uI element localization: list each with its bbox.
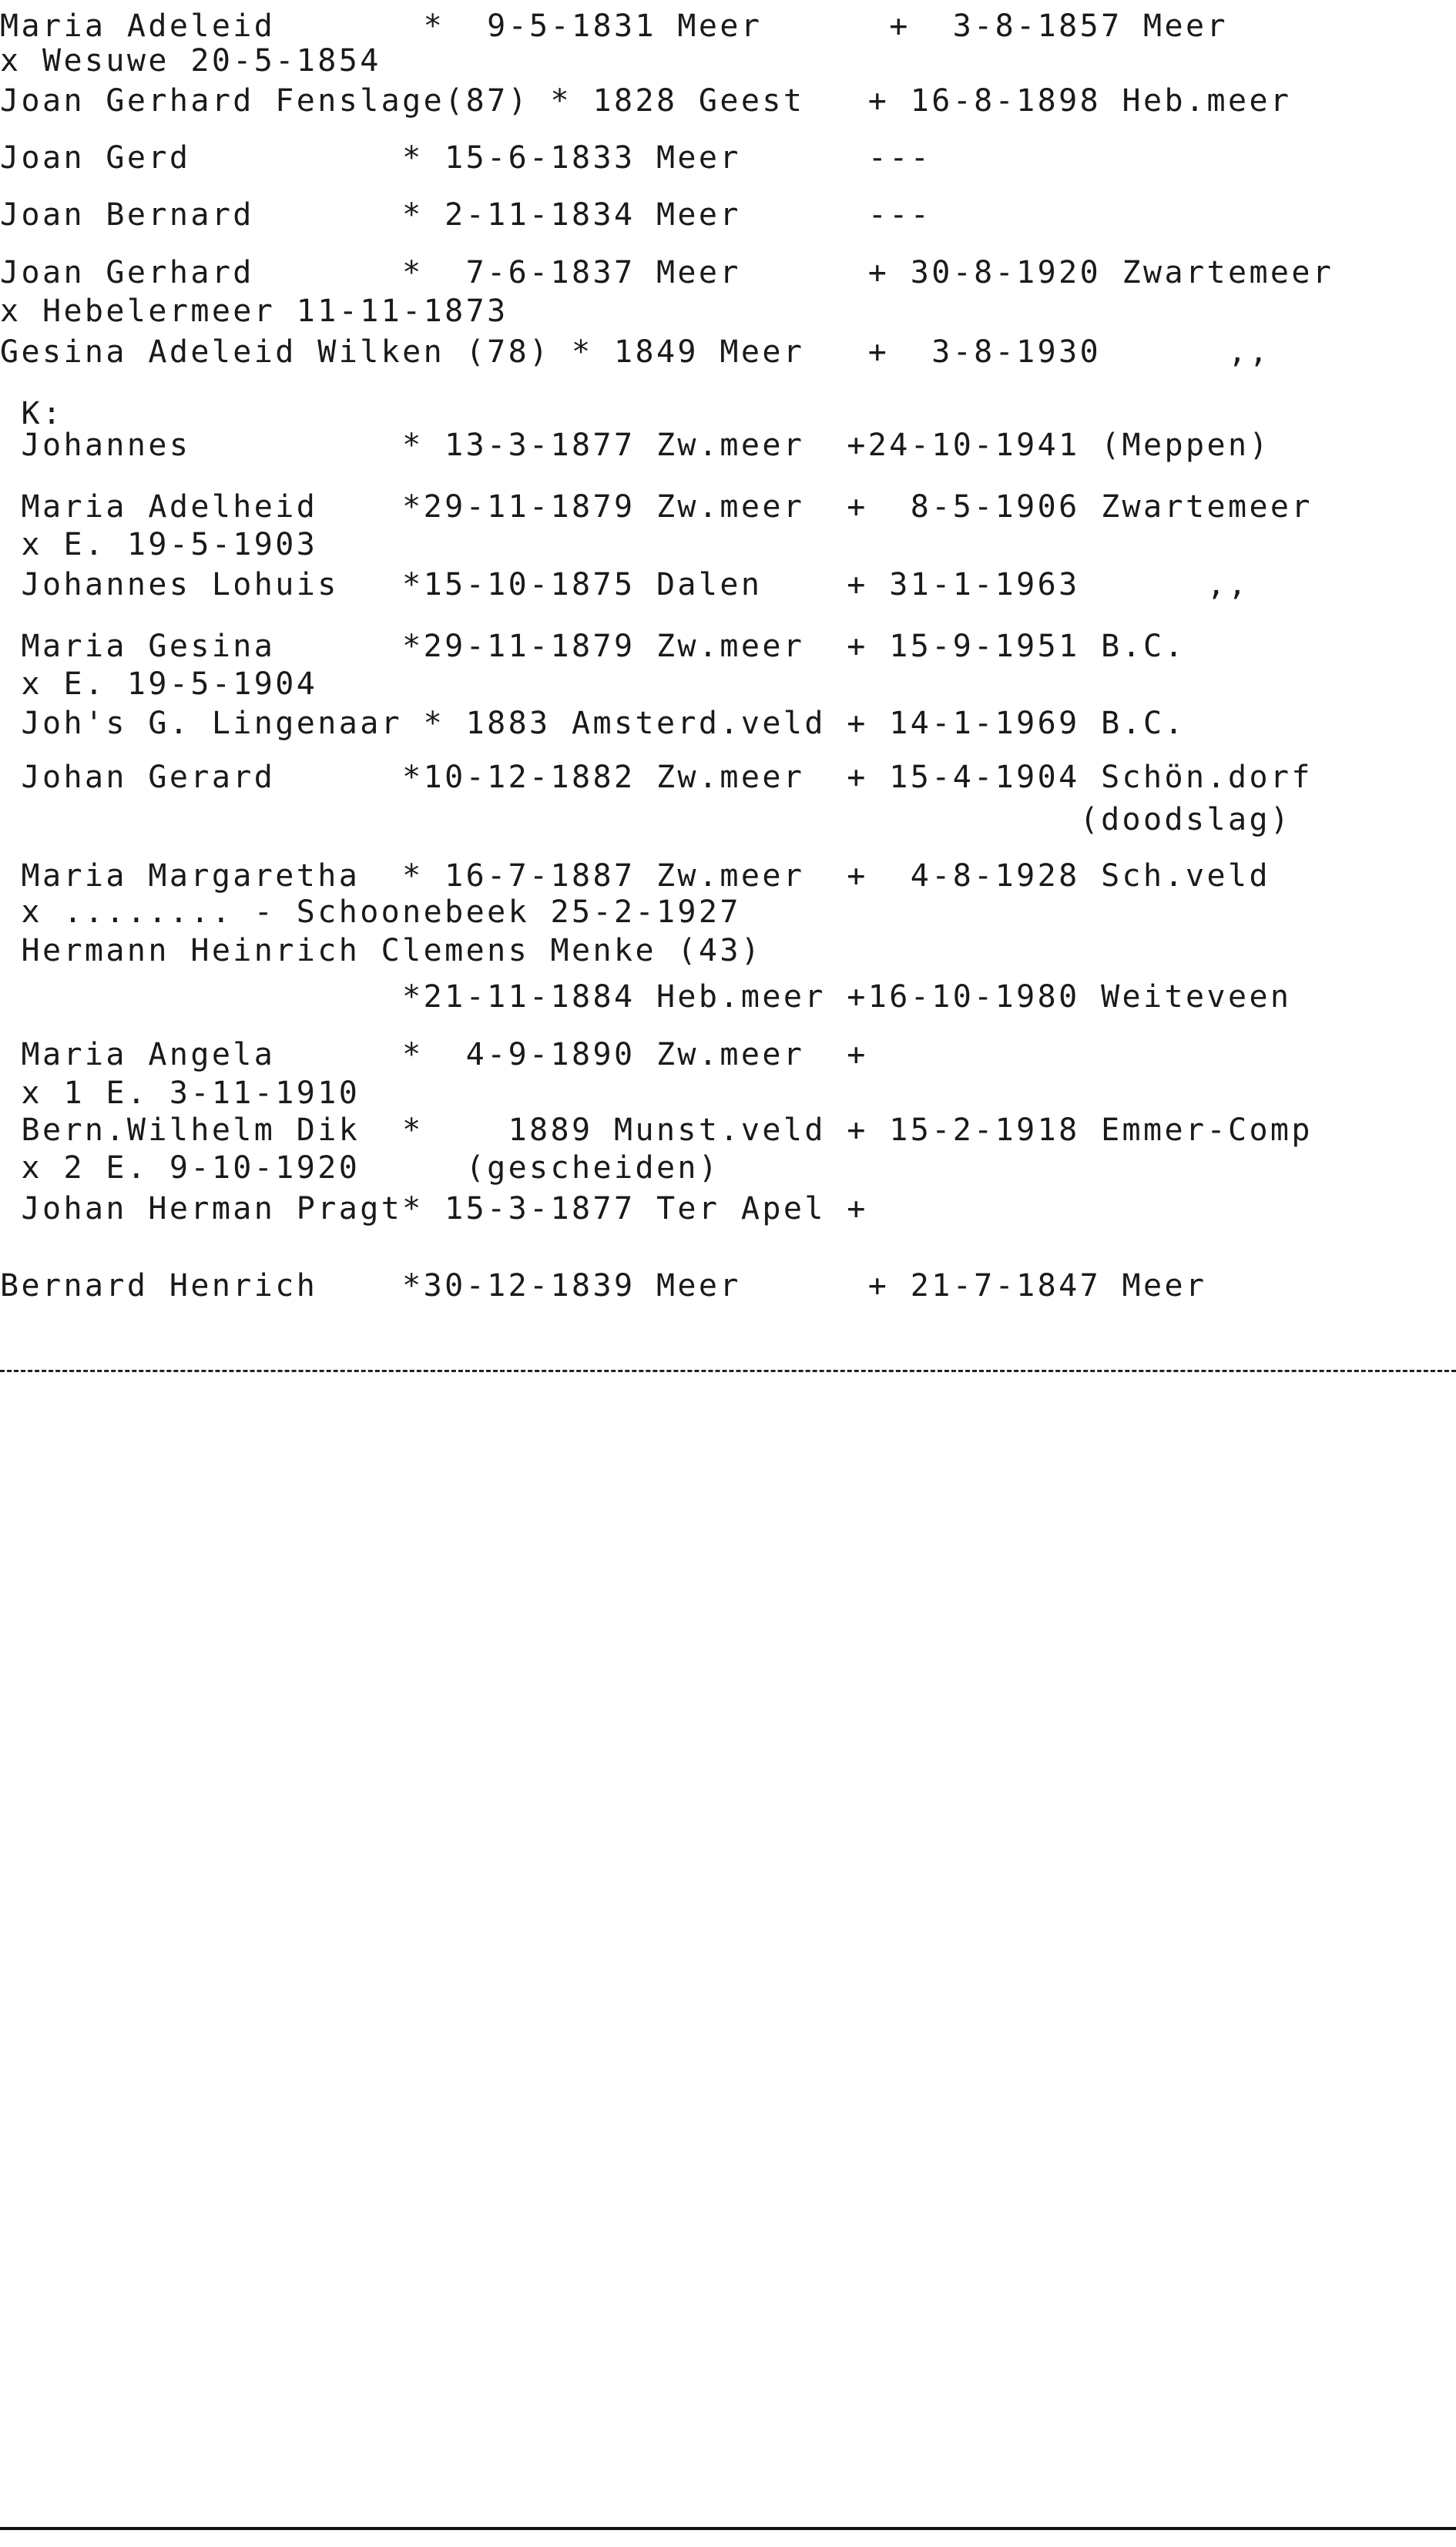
line-text: x Wesuwe 20-5-1854 <box>0 43 381 79</box>
line-text: Bern.Wilhelm Dik * 1889 Munst.veld + 15-2-1918 Emmer-Comp <box>0 1112 1313 1148</box>
line-text: Joan Gerhard * 7-6-1837 Meer + 30-8-1920 Zwartemeer <box>0 255 1334 290</box>
line-text: Joan Gerhard Fenslage(87) * 1828 Geest + 16-8-1898 Heb.meer <box>0 83 1292 119</box>
line-text: Joan Bernard * 2-11-1834 Meer --- <box>0 197 932 233</box>
line-text: x 1 E. 3-11-1910 <box>0 1076 361 1111</box>
line-text: Johannes Lohuis *15-10-1875 Dalen + 31-1-1963 ,, <box>0 567 1250 602</box>
line-text: Maria Adeleid * 9-5-1831 Meer + 3-8-1857 Meer <box>0 8 1228 44</box>
line-text: Maria Angela * 4-9-1890 Zw.meer + <box>0 1037 868 1072</box>
line-text: Maria Adelheid *29-11-1879 Zw.meer + 8-5-1906 Zwartemeer <box>0 489 1313 525</box>
line-text: x Hebelermeer 11-11-1873 <box>0 294 508 329</box>
line-text: Maria Gesina *29-11-1879 Zw.meer + 15-9-1951 B.C. <box>0 629 1186 664</box>
line-text: x ........ - Schoonebeek 25-2-1927 <box>0 894 741 930</box>
line-text: Johan Herman Pragt* 15-3-1877 Ter Apel + <box>0 1191 868 1227</box>
line-text: Hermann Heinrich Clemens Menke (43) <box>0 933 763 968</box>
line-text: Maria Margaretha * 16-7-1887 Zw.meer + 4-8-1928 Sch.veld <box>0 858 1270 894</box>
bottom-rule <box>0 2527 1456 2530</box>
line-text: (doodslag) <box>0 802 1292 837</box>
line-text: Joh's G. Lingenaar * 1883 Amsterd.veld + 14-1-1969 B.C. <box>0 706 1186 741</box>
line-text: Gesina Adeleid Wilken (78) * 1849 Meer + 3-8-1930 ,, <box>0 334 1270 370</box>
line-text: x E. 19-5-1903 <box>0 527 318 562</box>
line-text: Joan Gerd * 15-6-1833 Meer --- <box>0 140 932 176</box>
line-text: Johan Gerard *10-12-1882 Zw.meer + 15-4-1904 Schön.dorf <box>0 760 1313 795</box>
line-text: *21-11-1884 Heb.meer +16-10-1980 Weiteveen <box>0 979 1292 1015</box>
dashed-divider <box>0 1370 1456 1372</box>
line-text: Bernard Henrich *30-12-1839 Meer + 21-7-1847 Meer <box>0 1268 1207 1304</box>
line-text: x E. 19-5-1904 <box>0 666 318 702</box>
line-text: K: <box>0 396 64 431</box>
line-text: Johannes * 13-3-1877 Zw.meer +24-10-1941 (Meppen) <box>0 428 1270 463</box>
line-text: x 2 E. 9-10-1920 (gescheiden) <box>0 1150 720 1186</box>
